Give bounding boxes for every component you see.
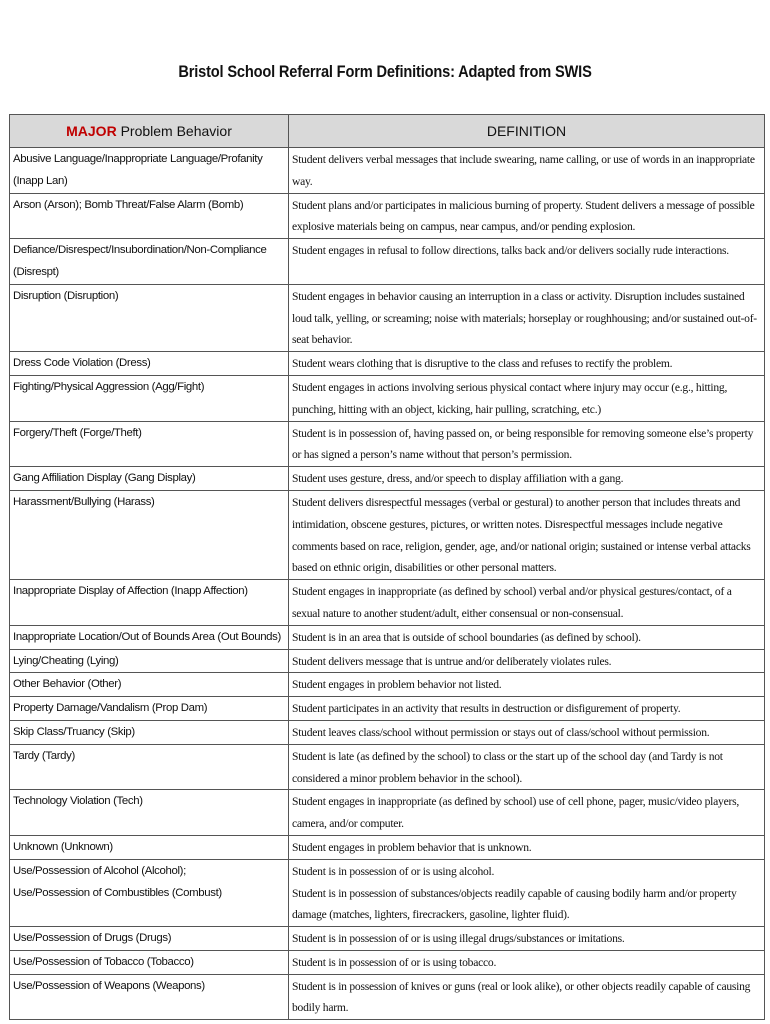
definition-cell: Student is in possession of knives or guns (real or look alike), or other objects readily capable of causing bodily harm.: [289, 974, 765, 1020]
definition-cell: Student participates in an activity that results in destruction or disfigurement of property.: [289, 697, 765, 721]
behavior-cell: Inappropriate Location/Out of Bounds Area (Out Bounds): [10, 625, 289, 649]
table-row: [10, 625, 765, 649]
definition-header: DEFINITION: [289, 115, 765, 148]
definition-cell: Student delivers message that is untrue and/or deliberately violates rules.: [289, 649, 765, 673]
table-row: [10, 467, 765, 491]
definition-cell: Student is in possession of or is using tobacco.: [289, 950, 765, 974]
table-row: [10, 974, 765, 1020]
table-row: [10, 950, 765, 974]
behavior-cell: Arson (Arson); Bomb Threat/False Alarm (Bomb): [10, 193, 289, 239]
behavior-cell: Inappropriate Display of Affection (Inapp Affection): [10, 580, 289, 626]
behavior-cell: Forgery/Theft (Forge/Theft): [10, 421, 289, 467]
definition-cell: Student leaves class/school without permission or stays out of class/school without permission.: [289, 720, 765, 744]
behavior-cell: Tardy (Tardy): [10, 744, 289, 790]
definitions-table: [9, 114, 765, 1020]
definition-cell: Student delivers disrespectful messages (verbal or gestural) to another person that includes threats and intimidation, obscene gestures, pictures, or written notes. Disrespectful messages include negative comments based on race, religion, gender, age, and/or national origin; sustained or intense verbal attacks based on ethnic origin, disabilities or other personal matters.: [289, 490, 765, 579]
behavior-cell: Dress Code Violation (Dress): [10, 352, 289, 376]
table-header-row: [10, 115, 765, 148]
definition-cell: Student engages in problem behavior not listed.: [289, 673, 765, 697]
behavior-cell: Use/Possession of Tobacco (Tobacco): [10, 950, 289, 974]
table-row: [10, 927, 765, 951]
problem-behavior-header: [10, 115, 289, 148]
behavior-cell: Lying/Cheating (Lying): [10, 649, 289, 673]
definition-cell: Student plans and/or participates in malicious burning of property. Student delivers a message of possible explosive materials being on campus, near campus, and/or pending explosion.: [289, 193, 765, 239]
definition-cell: Student engages in inappropriate (as defined by school) verbal and/or physical gestures/contact, of a sexual nature to another student/adult, either consensual or non-consensual.: [289, 580, 765, 626]
table-row: [10, 790, 765, 836]
table-row: [10, 375, 765, 421]
definition-cell: Student uses gesture, dress, and/or speech to display affiliation with a gang.: [289, 467, 765, 491]
table-row: [10, 352, 765, 376]
behavior-cell: Harassment/Bullying (Harass): [10, 490, 289, 579]
table-row: [10, 284, 765, 351]
behavior-cell: Gang Affiliation Display (Gang Display): [10, 467, 289, 491]
behavior-cell: Use/Possession of Drugs (Drugs): [10, 927, 289, 951]
behavior-cell: Unknown (Unknown): [10, 835, 289, 859]
definition-cell: Student is in possession of, having passed on, or being responsible for removing someone else’s property or has signed a person’s name without that person’s permission.: [289, 421, 765, 467]
definition-line: Student is in possession of substances/objects readily capable of causing bodily harm and/or property damage (matches, lighters, firecrackers, gasoline, lighter fluid).: [292, 886, 737, 922]
problem-behavior-label: Problem Behavior: [116, 123, 232, 139]
table-row: [10, 421, 765, 467]
definition-cell: Student engages in behavior causing an interruption in a class or activity. Disruption includes sustained loud talk, yelling, or screaming; noise with materials; horseplay or roughhousing; and/or sustained out-of-seat behavior.: [289, 284, 765, 351]
page-title: Bristol School Referral Form Definitions: Adapted from SWIS: [178, 62, 592, 81]
definition-cell: Student is in an area that is outside of school boundaries (as defined by school).: [289, 625, 765, 649]
definition-cell: Student engages in actions involving serious physical contact where injury may occur (e.g., hitting, punching, hitting with an object, kicking, hair pulling, scratching, etc.): [289, 375, 765, 421]
behavior-cell: Technology Violation (Tech): [10, 790, 289, 836]
table-row: [10, 697, 765, 721]
major-label: MAJOR: [66, 123, 117, 139]
behavior-cell: Defiance/Disrespect/Insubordination/Non-Compliance (Disrespt): [10, 239, 289, 285]
behavior-cell: Other Behavior (Other): [10, 673, 289, 697]
table-row: [10, 239, 765, 285]
behavior-cell: Fighting/Physical Aggression (Agg/Fight): [10, 375, 289, 421]
table-row: [10, 580, 765, 626]
table-row: [10, 859, 765, 926]
definition-cell: Student delivers verbal messages that include swearing, name calling, or use of words in an inappropriate way.: [289, 148, 765, 194]
definition-cell: Student engages in problem behavior that is unknown.: [289, 835, 765, 859]
table-row: [10, 649, 765, 673]
behavior-cell: [10, 859, 289, 926]
definition-cell: Student is late (as defined by the school) to class or the start up of the school day (and Tardy is not considered a minor problem behavior in the school).: [289, 744, 765, 790]
definition-cell: Student is in possession of or is using illegal drugs/substances or imitations.: [289, 927, 765, 951]
behavior-cell: Use/Possession of Weapons (Weapons): [10, 974, 289, 1020]
definition-cell: Student wears clothing that is disruptive to the class and refuses to rectify the problem.: [289, 352, 765, 376]
table-row: [10, 490, 765, 579]
behavior-line: Use/Possession of Alcohol (Alcohol);: [13, 864, 186, 877]
behavior-cell: Disruption (Disruption): [10, 284, 289, 351]
definition-cell: [289, 859, 765, 926]
definition-cell: Student engages in inappropriate (as defined by school) use of cell phone, pager, music/video players, camera, and/or computer.: [289, 790, 765, 836]
table-row: [10, 673, 765, 697]
definition-cell: Student engages in refusal to follow directions, talks back and/or delivers socially rude interactions.: [289, 239, 765, 285]
table-row: [10, 720, 765, 744]
table-row: [10, 193, 765, 239]
behavior-cell: Abusive Language/Inappropriate Language/Profanity (Inapp Lan): [10, 148, 289, 194]
definition-line: Student is in possession of or is using alcohol.: [292, 864, 495, 878]
behavior-cell: Skip Class/Truancy (Skip): [10, 720, 289, 744]
table-row: [10, 148, 765, 194]
table-row: [10, 744, 765, 790]
behavior-line: Use/Possession of Combustibles (Combust): [13, 886, 222, 899]
behavior-cell: Property Damage/Vandalism (Prop Dam): [10, 697, 289, 721]
table-row: [10, 835, 765, 859]
